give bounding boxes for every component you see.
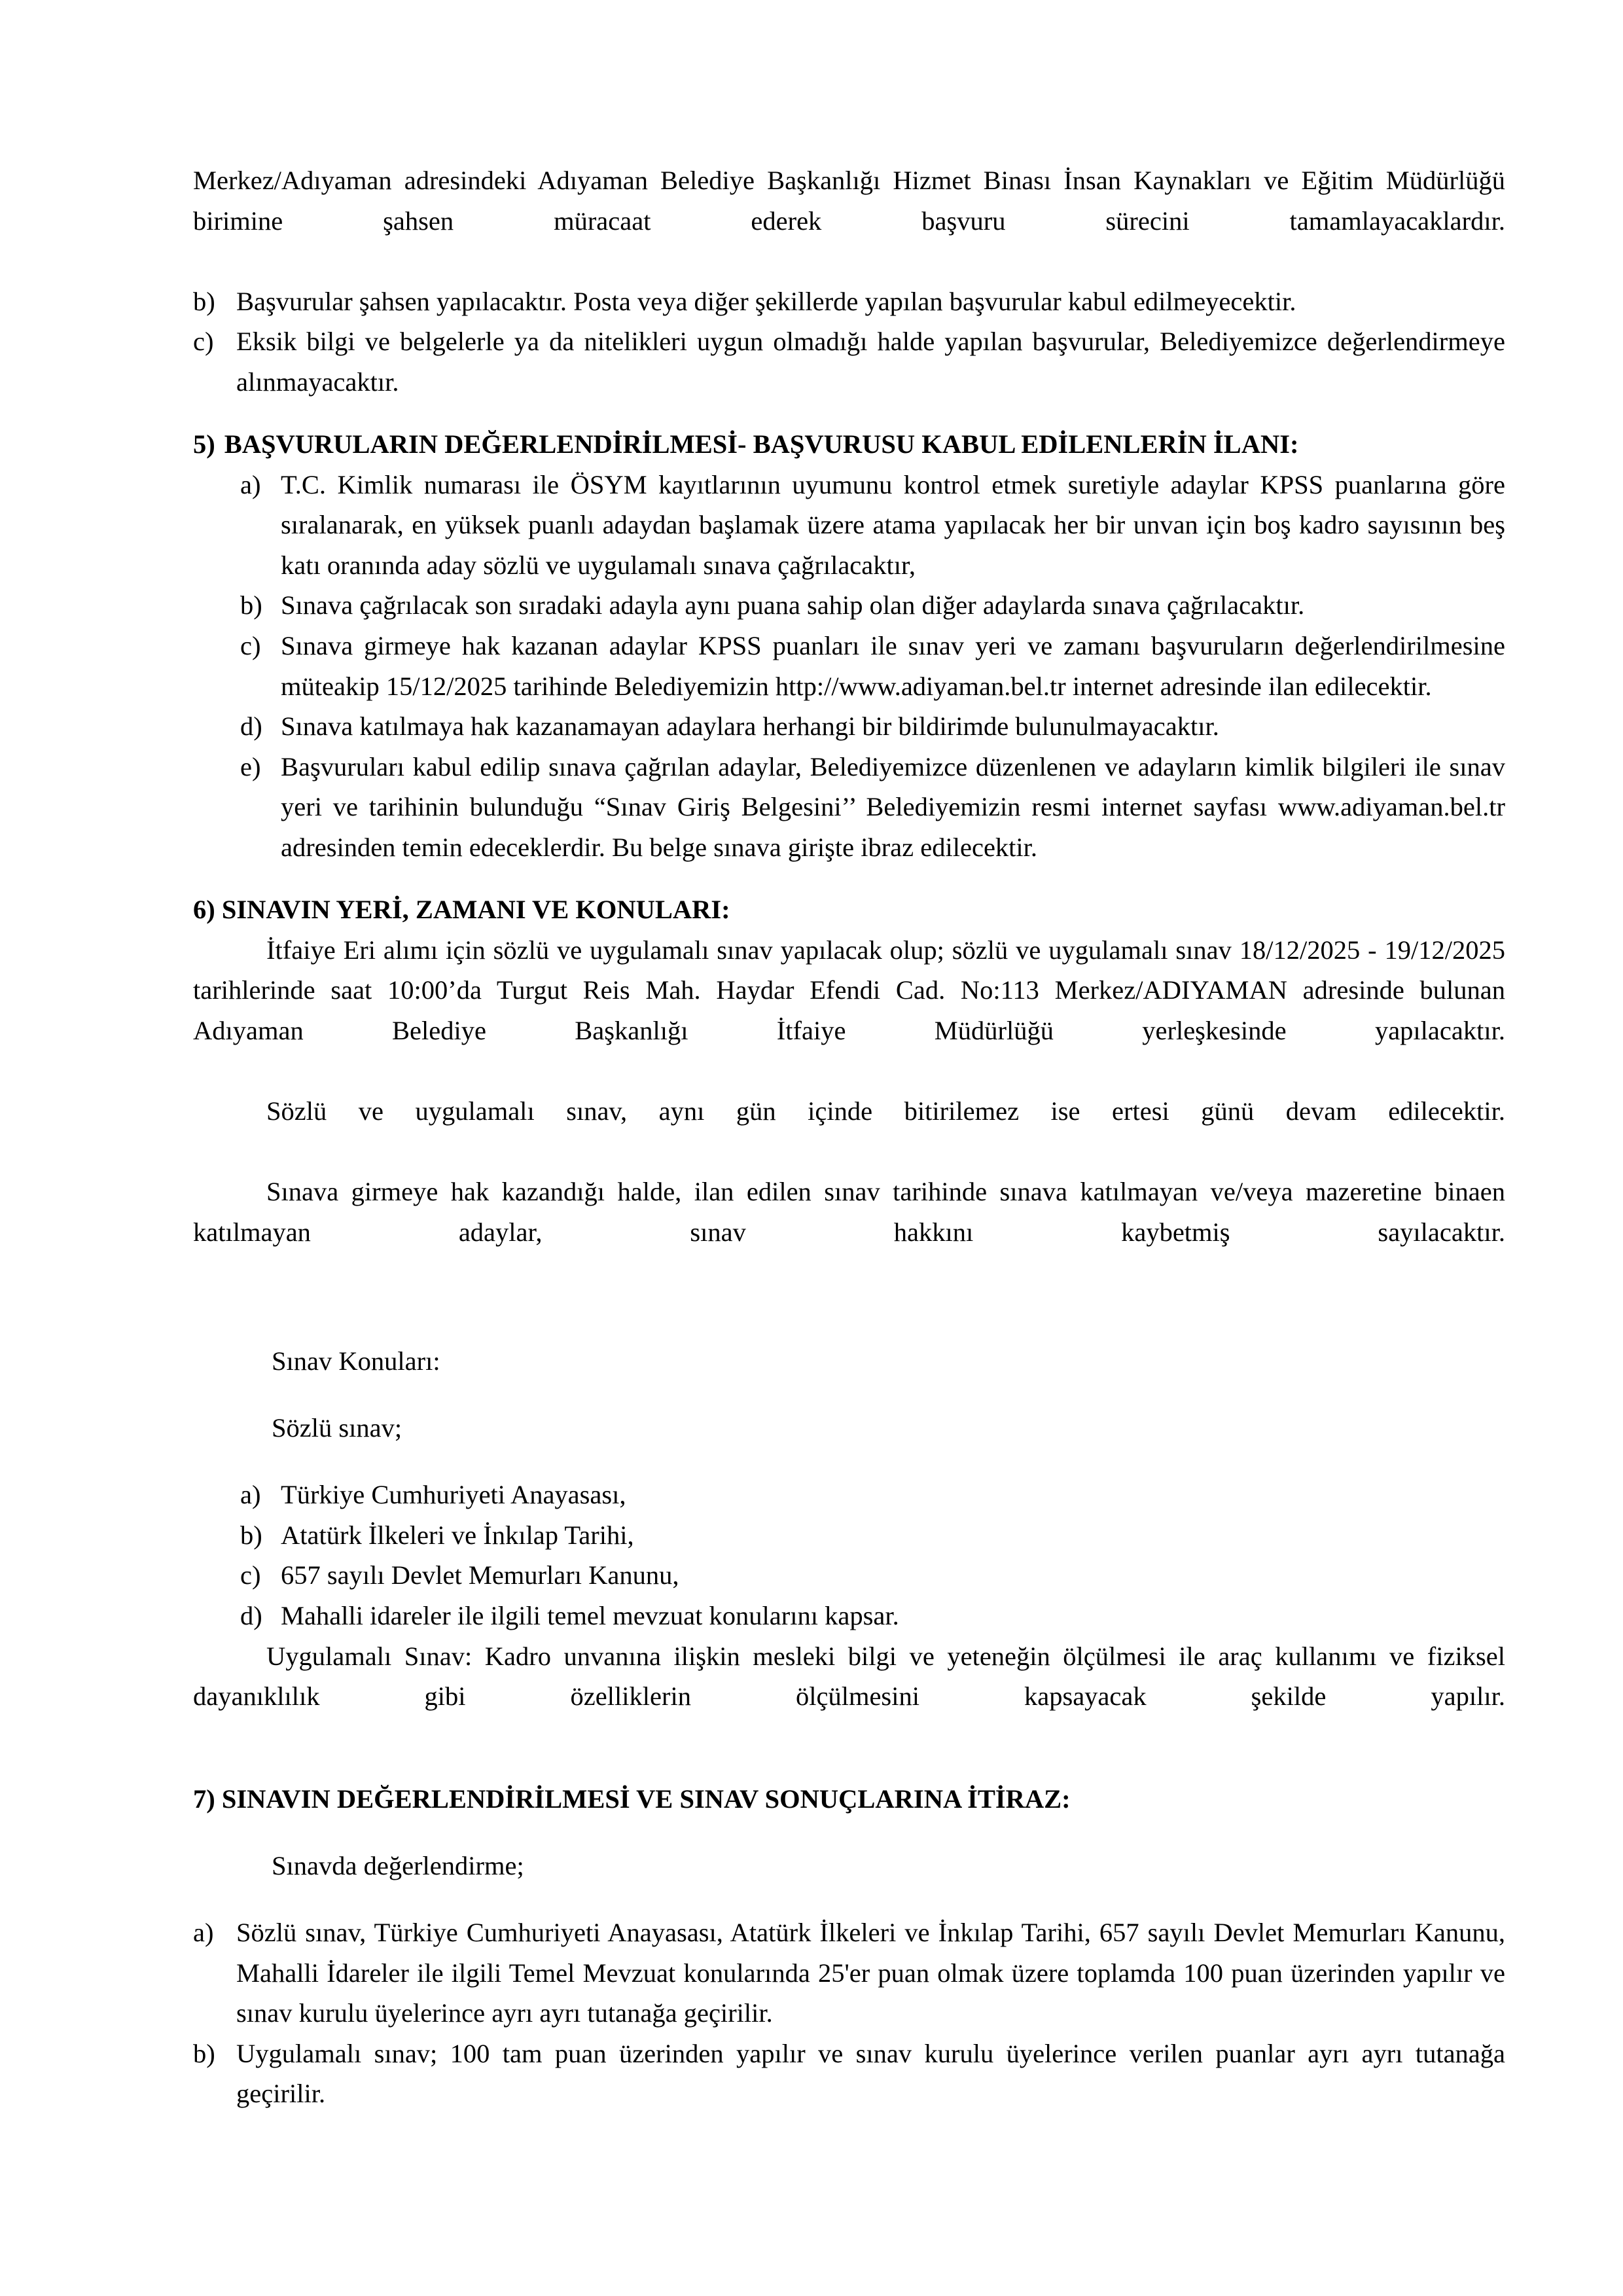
list-item (240, 585, 1505, 626)
list-item-text: Başvurular şahsen yapılacaktır. Posta veya diğer şekillerde yapılan başvurular kabul edilmeyecektir. (236, 286, 1296, 316)
list-item (193, 2034, 1505, 2114)
list-item (240, 706, 1505, 747)
section-title: BAŞVURULARIN DEĞERLENDİRİLMESİ- BAŞVURUSU KABUL EDİLENLERİN İLANI: (224, 429, 1299, 459)
list-marker: a) (240, 1480, 261, 1510)
list-item-text: Türkiye Cumhuriyeti Anayasası, (281, 1480, 626, 1510)
list-item (240, 1555, 1505, 1596)
list-item (193, 1912, 1505, 2034)
section-6-paragraph-2: Sözlü ve uygulamalı sınav, aynı gün içinde bitirilemez ise ertesi günü devam edilecektir. (266, 1096, 1505, 1126)
list-marker: b) (240, 590, 262, 620)
list-item (240, 626, 1505, 706)
list-item-text: Mahalli idareler ile ilgili temel mevzuat konularını kapsar. (281, 1601, 899, 1630)
continuation-paragraph: Merkez/Adıyaman adresindeki Adıyaman Belediye Başkanlığı Hizmet Binası İnsan Kaynakları ve Eğitim Müdürlüğü birimine şahsen müracaat ederek başvuru sürecini tamamlayacaklardır. (193, 166, 1505, 236)
list-item (193, 281, 1505, 322)
exam-topics-label: Sınav Konuları: (272, 1346, 440, 1376)
section-title: SINAVIN DEĞERLENDİRİLMESİ VE SINAV SONUÇLARINA İTİRAZ: (221, 1784, 1071, 1814)
section-title: SINAVIN YERİ, ZAMANI VE KONULARI: (221, 895, 730, 925)
list-marker: b) (240, 1520, 262, 1550)
section-6-heading (193, 889, 1505, 930)
list-marker: a) (193, 1918, 214, 1948)
list-item-text: Atatürk İlkeleri ve İnkılap Tarihi, (281, 1520, 634, 1550)
list-item-text: Sınava çağrılacak son sıradaki adayla aynı puana sahip olan diğer adaylarda sınava çağrılacaktır. (281, 590, 1305, 620)
list-item (240, 1515, 1505, 1556)
list-item (193, 321, 1505, 402)
list-item (240, 465, 1505, 586)
list-item-text: 657 sayılı Devlet Memurları Kanunu, (281, 1560, 679, 1590)
section-7-intro: Sınavda değerlendirme; (272, 1851, 524, 1881)
list-item (240, 1596, 1505, 1636)
list-marker: c) (240, 1560, 261, 1590)
list-item (240, 747, 1505, 868)
section-6-paragraph-3: Sınava girmeye hak kazandığı halde, ilan edilen sınav tarihinde sınava katılmayan ve/veya mazeretine binaen katılmayan adaylar, sınav hakkını kaybetmiş sayılacaktır. (193, 1177, 1505, 1247)
list-marker: a) (240, 469, 261, 499)
spacer (193, 402, 1505, 424)
list-marker: e) (240, 751, 261, 781)
list-item-text: Eksik bilgi ve belgelerle ya da nitelikleri uygun olmadığı halde yapılan başvurular, Belediyemizce değerlendirmeye alınmayacaktır. (236, 327, 1505, 397)
practical-exam-paragraph: Uygulamalı Sınav: Kadro unvanına ilişkin mesleki bilgi ve yeteneğin ölçülmesi ile araç kullanımı ve fiziksel dayanıklılık gibi özelliklerin ölçülmesini kapsayacak şekilde yapılır. (193, 1641, 1505, 1712)
list-item-text: Sınava katılmaya hak kazanamayan adaylara herhangi bir bildirimde bulunulmayacaktır. (281, 711, 1219, 742)
spacer (193, 867, 1505, 889)
section-5-heading (193, 424, 1505, 465)
list-marker: d) (240, 711, 262, 742)
section-7-heading (193, 1779, 1505, 1820)
list-item-text: T.C. Kimlik numarası ile ÖSYM kayıtlarının uyumunu kontrol etmek suretiyle adaylar KPSS puanlarına göre sıralanarak, en yüksek puanlı adaydan başlamak üzere atama yapılacak her bir unvan için boş kadro sayısının beş katı oranında aday sözlü ve uygulamalı sınava çağrılacaktır, (281, 469, 1505, 580)
section-number: 5) (193, 429, 215, 459)
section-number: 6) (193, 895, 222, 925)
list-item-text: Sınava girmeye hak kazanan adaylar KPSS puanları ile sınav yeri ve zamanı başvuruların değerlendirilmesine müteakip 15/12/2025 tarihinde Belediyemizin http://www.adiyaman.bel.tr internet adresinde ilan edilecektir. (281, 631, 1505, 701)
oral-exam-label: Sözlü sınav; (272, 1413, 402, 1443)
spacer (193, 1293, 1505, 1315)
list-marker: d) (240, 1601, 262, 1630)
list-marker: b) (193, 2038, 215, 2068)
section-number: 7) (193, 1784, 222, 1814)
section-6-paragraph-1: İtfaiye Eri alımı için sözlü ve uygulamalı sınav yapılacak olup; sözlü ve uygulamalı sınav 18/12/2025 - 19/12/2025 tarihlerinde saat 10:00’da Turgut Reis Mah. Haydar Efendi Cad. No:113 Merkez/ADIYAMAN adresinde bulunan Adıyaman Belediye Başkanlığı İtfaiye Müdürlüğü yerleşkesinde yapılacaktır. (193, 935, 1505, 1045)
list-item-text: Uygulamalı sınav; 100 tam puan üzerinden yapılır ve sınav kurulu üyelerince verilen puanlar ayrı ayrı tutanağa geçirilir. (236, 2038, 1505, 2109)
spacer (193, 1757, 1505, 1779)
list-item (240, 1475, 1505, 1515)
list-item-text: Sözlü sınav, Türkiye Cumhuriyeti Anayasası, Atatürk İlkeleri ve İnkılap Tarihi, 657 sayılı Devlet Memurları Kanunu, Mahalli İdareler ile ilgili Temel Mevzuat konularında 25'er puan olmak üzere toplamda 100 puan üzerinden yapılır ve sınav kurulu üyelerince ayrı ayrı tutanağa geçirilir. (236, 1918, 1505, 2028)
list-item-text: Başvuruları kabul edilip sınava çağrılan adaylar, Belediyemizce düzenlenen ve adayların kimlik bilgileri ile sınav yeri ve tarihinin bulunduğu “Sınav Giriş Belgesini’’ Belediyemizin resmi internet sayfası www.adiyaman.bel.tr adresinden temin edeceklerdir. Bu belge sınava girişte ibraz edilecektir. (281, 751, 1505, 862)
list-marker: b) (193, 286, 215, 316)
list-marker: c) (240, 631, 261, 661)
list-marker: c) (193, 327, 214, 357)
